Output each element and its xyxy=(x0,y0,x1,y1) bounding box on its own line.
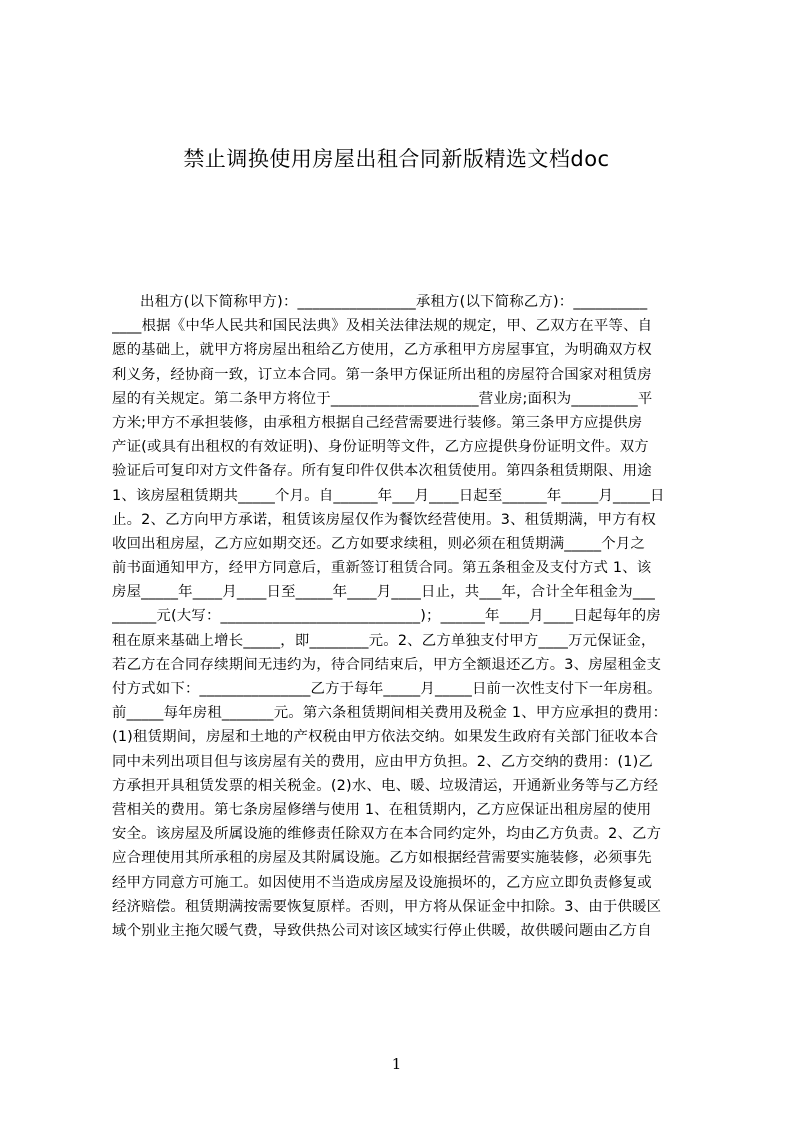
body-line: 止。2、乙方向甲方承诺，租赁该房屋仅作为餐饮经营使用。3、租赁期满，甲方有权 xyxy=(112,511,656,528)
page-number: 1 xyxy=(391,1055,402,1073)
body-line: 营相关的费用。第七条房屋修缮与使用 1、在租赁期内，乙方应保证出租房屋的使用 xyxy=(112,801,652,818)
body-line: 域个别业主拖欠暖气费，导致供热公司对该区域实行停止供暖，故供暖问题由乙方自 xyxy=(112,922,652,939)
body-line: 验证后可复印对方文件备存。所有复印件仅供本次租赁使用。第四条租赁期限、用途 xyxy=(112,463,652,480)
body-line: 付方式如下：_______________乙方于每年_____月_____日前一次性支付下一年房租。 xyxy=(112,681,662,697)
body-line: 同中未列出项目但与该房屋有关的费用，应由甲方负担。2、乙方交纳的费用：(1)乙 xyxy=(112,753,654,770)
body-line: 1、该房屋租赁期共_____个月。自______年___月____日起至______年_____月_____日 xyxy=(112,487,665,504)
body-line: 房屋_____年____月____日至_____年____月____日止，共___年，合计全年租金为___ xyxy=(112,584,656,601)
body-line: 安全。该房屋及所属设施的维修责任除双方在本合同约定外，均由乙方负责。2、乙方 xyxy=(112,826,662,843)
body-line: ____根据《中华人民共和国民法典》及相关法律法规的规定，甲、乙双方在平等、自 xyxy=(112,318,653,335)
body-line: 前_____每年房租_______元。第六条租赁期间相关费用及税金 1、甲方应承担的费用： xyxy=(112,705,668,722)
body-line: 方米;甲方不承担装修，由承租方根据自己经营需要进行装修。第三条甲方应提供房 xyxy=(112,414,643,431)
body-line: 收回出租房屋，乙方应如期交还。乙方如要求续租，则必须在租赁期满_____个月之 xyxy=(112,535,646,552)
body-line: (1)租赁期间，房屋和土地的产权税由甲方依法交纳。如果发生政府有关部门征收本合 xyxy=(112,729,659,746)
body-line: 租在原来基础上增长_____，即________元。2、乙方单独支付甲方____万元保证金， xyxy=(112,632,656,649)
body-line: 应合理使用其所承租的房屋及其附属设施。乙方如根据经营需要实施装修，必须事先 xyxy=(112,850,652,867)
contract-body xyxy=(112,290,698,943)
body-line: 方承担开具租赁发票的相关税金。(2)水、电、暖、垃圾清运，开通新业务等与乙方经 xyxy=(112,777,659,794)
body-line: 前书面通知甲方，经甲方同意后，重新签订租赁合同。第五条租金及支付方式 1、该 xyxy=(112,560,652,577)
body-line: 若乙方在合同存续期间无违约为，待合同结束后，甲方全额退还乙方。3、房屋租金支 xyxy=(112,656,662,673)
body-line: 利义务，经协商一致，订立本合同。第一条甲方保证所出租的房屋符合国家对租赁房 xyxy=(112,366,652,383)
body-line: 经济赔偿。租赁期满按需要恢复原样。否则，甲方将从保证金中扣除。3、由于供暖区 xyxy=(112,898,662,915)
body-line: 愿的基础上，就甲方将房屋出租给乙方使用，乙方承租甲方房屋事宜，为明确双方权 xyxy=(112,342,652,359)
body-line: 出租方(以下简称甲方)：________________承租方(以下简称乙方)：__________ xyxy=(140,294,648,310)
body-line: 经甲方同意方可施工。如因使用不当造成房屋及设施损坏的，乙方应立即负责修复或 xyxy=(112,874,652,891)
document-title: 禁止调换使用房屋出租合同新版精选文档doc xyxy=(183,147,610,171)
body-line: 产证(或具有出租权的有效证明)、身份证明等文件，乙方应提供身份证明文件。双方 xyxy=(112,439,649,456)
body-line: 屋的有关规定。第二条甲方将位于____________________营业房;面积为_________平 xyxy=(112,390,653,407)
body-line: ______元(大写：___________________________)；______年____月____日起每年的房 xyxy=(112,608,661,625)
